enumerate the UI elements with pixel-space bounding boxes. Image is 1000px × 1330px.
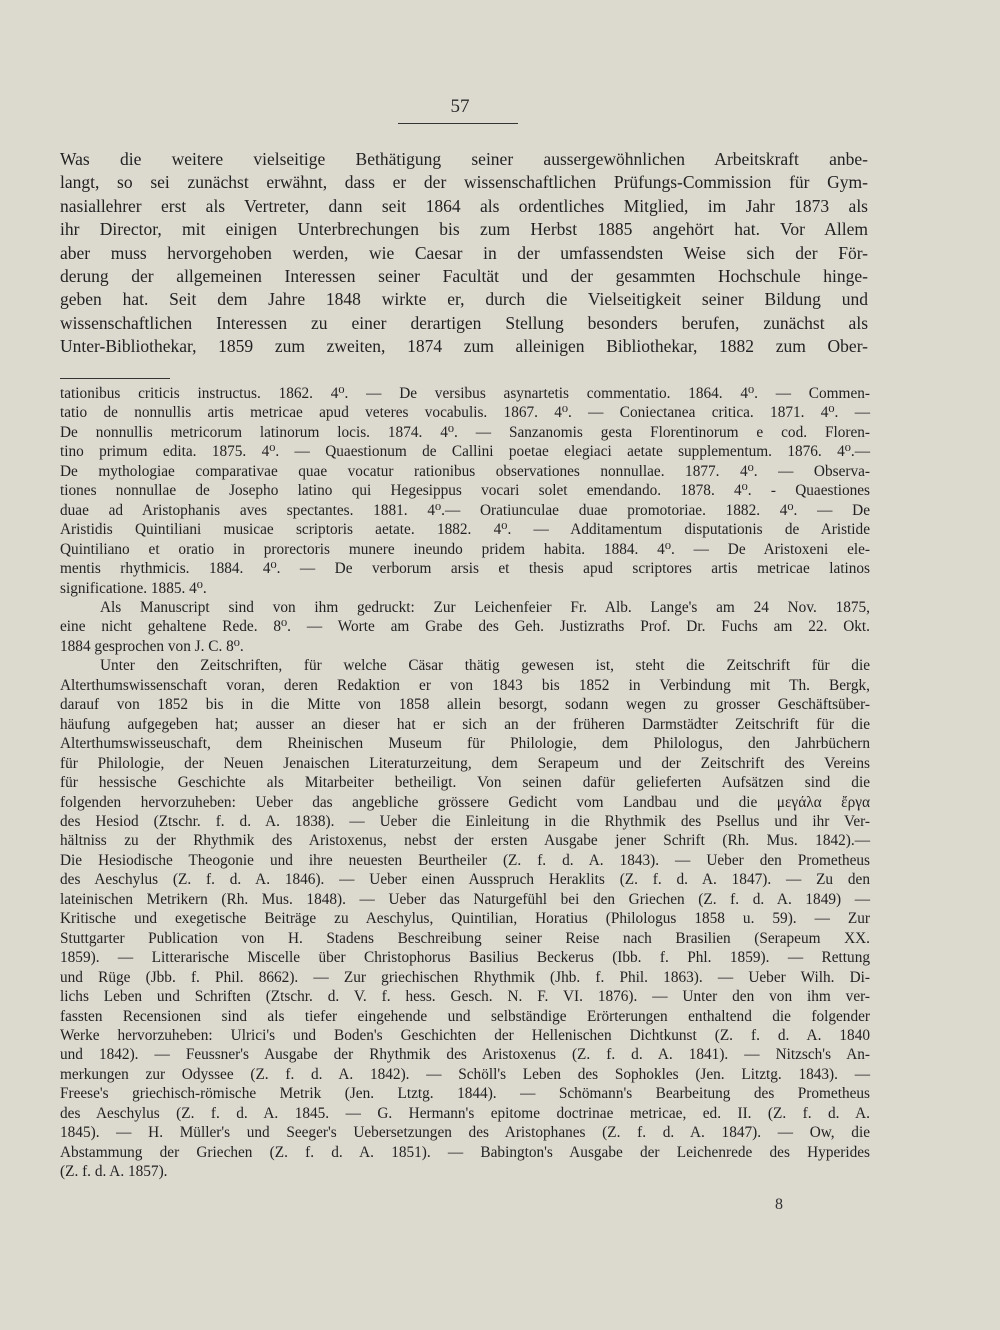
footnote-line: Stuttgarter Publication von H. Stadens Beschreibung seiner Reise nach Brasilien (Serapeum XX. — [60, 929, 870, 947]
footnote-line: Alterthumswissenschaft voran, deren Redaktion er von 1843 bis 1852 in Verbindung mit Th. Bergk, — [60, 676, 870, 694]
footnote-line: Alterthumswisseuschaft, dem Rheinischen Museum für Philologie, dem Philologus, den Jahrbüchern — [60, 735, 870, 753]
footnote-line: Die Hesiodische Theogonie und ihre neuesten Beurtheiler (Z. f. d. A. 1843). — Ueber den Prometheus — [60, 851, 870, 869]
footnote-line: Aristidis Quintiliani musicae scriptoris aetate. 1882. 4⁰. — Additamentum disputationis de Aristide — [60, 521, 870, 539]
footnote-line: fassten Recensionen sind als tiefer eingehende und selbständige Erörterungen enthaltend die folgender — [60, 1007, 870, 1025]
footnote-line: und 1842). — Feussner's Ausgabe der Rhythmik des Aristoxenus (Z. f. d. A. 1841). — Nitzsch's An- — [60, 1046, 870, 1064]
footnote-block — [60, 384, 870, 1182]
footnote-line: Werke hervorzuheben: Ulrici's und Boden's Geschichten der Hellenischen Dichtkunst (Z. f. d. A. 1840 — [60, 1026, 870, 1044]
footnote-line: des Aeschylus (Z. f. d. A. 1845. — G. Hermann's epitome doctrinae metricae, ed. II. (Z. f. d. A. — [60, 1104, 870, 1122]
footnote-line: De mythologiae comparativae quae vocatur rationibus observationes nonnullae. 1877. 4⁰. — Observa- — [60, 462, 870, 480]
footnote-line: für Philologie, der Neuen Jenaischen Literaturzeitung, dem Serapeum und der Zeitschrift des Vereins — [60, 754, 870, 772]
footnote-line: eine nicht gehaltene Rede. 8⁰. — Worte am Grabe des Geh. Justizraths Prof. Dr. Fuchs am 22. Okt. — [60, 618, 870, 636]
signature-mark: 8 — [775, 1196, 783, 1213]
footnote-line: tiones nonnullae de Josepho latino qui Hegesippus vocari solet emendando. 1878. 4⁰. - Quaestiones — [60, 482, 870, 500]
footnote-line: 1884 gesprochen von J. C. 8⁰. — [60, 637, 244, 655]
footnote-line: Unter den Zeitschriften, für welche Cäsar thätig gewesen ist, steht die Zeitschrift für die — [100, 657, 870, 675]
text-line: geben hat. Seit dem Jahre 1848 wirkte er, durch die Vielseitigkeit seiner Bildung und — [60, 289, 868, 310]
footnote-line: darauf von 1852 bis in die Mitte von 1858 allein besorgt, sodann wegen zu grosser Geschäftsüber- — [60, 696, 870, 714]
page-number: 57 — [450, 96, 470, 117]
footnote-line: häufung aufgegeben hat; ausser an dieser hat er sich an der früheren Darmstädter Zeitschrift für die — [60, 715, 870, 733]
footnote-line: Als Manuscript sind von ihm gedruckt: Zur Leichenfeier Fr. Alb. Lange's am 24 Nov. 1875, — [100, 598, 870, 616]
footnote-line: merkungen zur Odyssee (Z. f. d. A. 1842). — Schöll's Leben des Sophokles (Jen. Litztg. 1843). — — [60, 1065, 870, 1083]
footnote-line: De nonnullis metricorum latinorum locis. 1874. 4⁰. — Sanzanomis gesta Florentinorum e cod. Floren- — [60, 423, 870, 441]
footnote-line: mentis rhythmicis. 1884. 4⁰. — De verborum arsis et thesis apud scriptores artis metricae latinos — [60, 560, 870, 578]
footnote-line: tino primum edita. 1875. 4⁰. — Quaestionum de Callini poetae elegiaci aetate supplementum. 1876. 4⁰.— — [60, 443, 870, 461]
footnote-line: significatione. 1885. 4⁰. — [60, 579, 207, 597]
footnote-line: Freese's griechisch-römische Metrik (Jen. Ltztg. 1844). — Schömann's Bearbeitung des Prometheus — [60, 1085, 870, 1103]
footnote-line: Abstammung der Griechen (Z. f. d. A. 1851). — Babington's Ausgabe der Leichenrede des Hyperides — [60, 1143, 870, 1161]
text-line: derung der allgemeinen Interessen seiner Facultät und der gesammten Hochschule hinge- — [60, 266, 868, 287]
footnote-rule — [60, 378, 170, 379]
footnote-line: tationibus criticis instructus. 1862. 4⁰. — De versibus asynartetis commentatio. 1864. 4⁰. — Commen- — [60, 385, 870, 402]
footnote-line: Kritische und exegetische Beiträge zu Aeschylus, Quintilian, Horatius (Philologus 1858 u. 59). — Zur — [60, 910, 870, 928]
text-line: wissenschaftlichen Interessen zu einer derartigen Stellung besonders berufen, zunächst als — [60, 312, 868, 333]
text-line: Unter-Bibliothekar, 1859 zum zweiten, 1874 zum alleinigen Bibliothekar, 1882 zum Ober- — [60, 336, 868, 357]
text-line: nasiallehrer erst als Vertreter, dann seit 1864 als ordentliches Mitglied, im Jahr 1873 als — [60, 195, 868, 216]
footnote-line: 1859). — Litterarische Miscelle über Christophorus Basilius Beckerus (Ibb. f. Phl. 1859). — Rettung — [60, 949, 870, 967]
text-line: aber muss hervorgehoben werden, wie Caesar in der umfassendsten Weise sich der För- — [60, 242, 868, 263]
footnote-line: des Aeschylus (Z. f. d. A. 1846). — Ueber einen Ausspruch Heraklits (Z. f. d. A. 1847). — Zu den — [60, 871, 870, 889]
main-paragraph — [60, 148, 868, 359]
footnote-line: lateinischen Metrikern (Rh. Mus. 1848). — Ueber das Naturgefühl bei den Griechen (Z. f. d. A. 1849) — — [60, 890, 870, 908]
text-line: langt, so sei zunächst erwähnt, dass er der wissenschaftlichen Prüfungs-Commission für Gym- — [60, 172, 868, 193]
footnote-line: des Hesiod (Ztschr. f. d. A. 1838). — Ueber die Einleitung in die Rhythmik des Psellus und ihr Ver- — [60, 812, 870, 830]
footnote-line: duae ad Aristophanis aves spectantes. 1881. 4⁰.— Oratiunculae duae promotoriae. 1882. 4⁰. — De — [60, 501, 870, 519]
header-rule — [398, 123, 518, 124]
footnote-line: folgenden hervorzuheben: Ueber das angebliche grössere Gedicht vom Landbau und die μεγάλα ἔργα — [60, 793, 870, 811]
text-line: ihr Director, mit einigen Unterbrechungen bis zum Herbst 1885 angehört hat. Vor Allem — [60, 219, 868, 240]
footnote-line: tatio de nonnullis artis metricae apud veteres vocabulis. 1867. 4⁰. — Coniectanea critica. 1871. 4⁰. — — [60, 404, 870, 422]
footnote-line: Quintiliano et oratio in prorectoris munere ineundo pridem habita. 1884. 4⁰. — De Aristoxeni ele- — [60, 540, 870, 558]
footnote-line: lichs Leben und Schriften (Ztschr. d. V. f. hess. Gesch. N. F. VI. 1876). — Unter den von ihm ver- — [60, 988, 870, 1006]
footnote-line: (Z. f. d. A. 1857). — [60, 1163, 168, 1181]
footnote-line: für hessische Geschichte als Mitarbeiter betheiligt. Von seinen dafür gelieferten Aufsätzen sind die — [60, 774, 870, 792]
text-line: Was die weitere vielseitige Bethätigung seiner aussergewöhnlichen Arbeitskraft anbe- — [60, 149, 868, 169]
footnote-line: 1845). — H. Müller's und Seeger's Uebersetzungen des Aristophanes (Z. f. d. A. 1847). — Ow, die — [60, 1124, 870, 1142]
footnote-line: und Rüge (Jbb. f. Phil. 8662). — Zur griechischen Rhythmik (Jhb. f. Phil. 1863). — Ueber Wilh. Di- — [60, 968, 870, 986]
footnote-line: hältniss zu der Rhythmik des Aristoxenus, nebst der ersten Ausgabe jener Schrift (Rh. Mus. 1842).— — [60, 832, 870, 850]
